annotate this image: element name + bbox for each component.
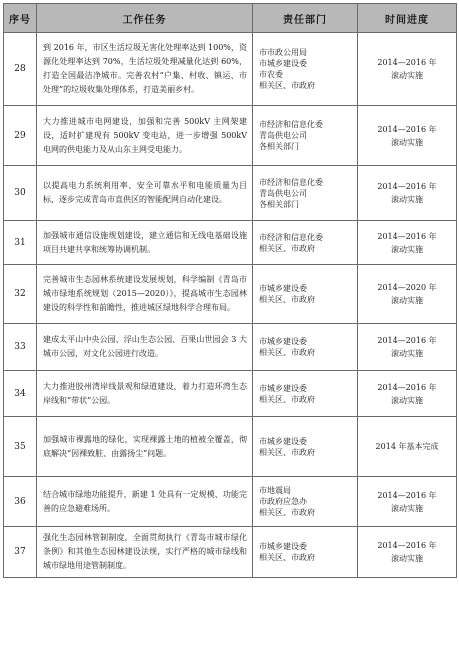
row-departments: [253, 166, 358, 221]
schedule-text: 2014—2020 年: [377, 283, 437, 292]
table-row: [4, 527, 457, 578]
schedule-text: 2014—2016 年: [377, 58, 437, 67]
row-departments: [253, 221, 358, 265]
row-index: 36: [4, 477, 37, 527]
department-name: 相关区、市政府: [259, 243, 315, 253]
row-index: 32: [4, 265, 37, 324]
table-row: [4, 166, 457, 221]
row-task: 以提高电力系统利用率、安全可靠水平和电能质量为目标，逐步完成青岛市直供区的智能配网自动化建设。: [37, 166, 253, 221]
schedule-text: 滚动实施: [391, 195, 423, 204]
department-name: 相关区、市政府: [259, 447, 315, 457]
department-name: 相关区、市政府: [259, 295, 315, 304]
row-schedule: [358, 166, 457, 221]
row-departments: [253, 265, 358, 324]
department-name: 相关区、市政府: [259, 553, 315, 562]
row-task: 大力推进城市电网建设，加强和完善 500kV 主网架建设，适时扩建现有 500kV 变电站，进一步增强 500kV 电网的供电能力及从山东主网受电能力。: [37, 106, 253, 166]
department-name: 市经济和信息化委: [259, 120, 323, 129]
row-index: 34: [4, 371, 37, 417]
row-index: 33: [4, 324, 37, 371]
row-index: 31: [4, 221, 37, 265]
row-departments: [253, 477, 358, 527]
schedule-text: 2014—2016 年: [377, 541, 437, 550]
row-task: 完善城市生态园林系统建设发展规划，科学编制《青岛市城市绿地系统规划（2015—2020）》，提高城市生态园林建设的科学性和前瞻性，推进城区绿地科学合理布局。: [37, 265, 253, 324]
schedule-text: 2014—2016 年: [377, 182, 437, 191]
header-schedule: 时间进度: [358, 4, 457, 33]
row-task: 到 2016 年，市区生活垃圾无害化处理率达到 100%，资源化处理率达到 70%，生活垃圾处理减量化达到 60%，打造全国最洁净城市。完善农村“户集、村收、镇运、市处理”的垃圾收集处理体系，打造美丽乡村。: [37, 33, 253, 106]
department-name: 青岛供电公司: [259, 188, 307, 198]
schedule-text: 2014 年基本完成: [375, 442, 439, 451]
table-header: [4, 4, 457, 33]
table-row: [4, 33, 457, 106]
department-name: 各相关部门: [259, 199, 299, 209]
row-schedule: [358, 527, 457, 578]
row-task: 加强城市通信设施规划建设，建立通信和无线电基础设施项目共建共享和统筹协调机制。: [37, 221, 253, 265]
department-name: 市地震局: [259, 486, 291, 495]
row-departments: [253, 106, 358, 166]
department-name: 市城乡建设委: [259, 542, 307, 551]
header-row: [4, 4, 457, 33]
table-body: [4, 33, 457, 578]
row-task: 加强城市裸露地的绿化，实现裸露土地的植被全覆盖，彻底解决“因裸致脏、由露扬尘”问题。: [37, 417, 253, 477]
row-schedule: [358, 477, 457, 527]
header-task: 工作任务: [37, 4, 253, 33]
row-index: 30: [4, 166, 37, 221]
department-name: 市经济和信息化委: [259, 232, 323, 242]
table-row: [4, 477, 457, 527]
row-schedule: [358, 221, 457, 265]
row-task: 大力推进胶州湾岸线景观和绿道建设，着力打造环湾生态岸线和“带状”公园。: [37, 371, 253, 417]
department-name: 市城乡建设委: [259, 284, 307, 293]
department-name: 市城乡建设委: [259, 383, 307, 393]
table-row: [4, 324, 457, 371]
department-name: 市农委: [259, 70, 283, 79]
department-name: 相关区、市政府: [259, 81, 315, 90]
header-index: 序号: [4, 4, 37, 33]
row-departments: [253, 417, 358, 477]
department-name: 市经济和信息化委: [259, 177, 323, 187]
row-schedule: [358, 33, 457, 106]
department-name: 市城乡建设委: [259, 337, 307, 346]
table-row: [4, 371, 457, 417]
table-row: [4, 265, 457, 324]
department-name: 青岛供电公司: [259, 131, 307, 140]
row-index: 29: [4, 106, 37, 166]
row-departments: [253, 527, 358, 578]
schedule-text: 滚动实施: [391, 554, 423, 563]
row-index: 37: [4, 527, 37, 578]
row-schedule: [358, 324, 457, 371]
row-task: 建成太平山中央公园、浮山生态公园、百果山世园会 3 大城市公园，对文化公园进行改造。: [37, 324, 253, 371]
row-task: 结合城市绿地功能提升，新建 1 处具有一定规模、功能完善的应急避难场所。: [37, 477, 253, 527]
schedule-text: 滚动实施: [391, 503, 423, 513]
department-name: 市城乡建设委: [259, 436, 307, 446]
row-departments: [253, 371, 358, 417]
row-departments: [253, 324, 358, 371]
row-departments: [253, 33, 358, 106]
table-row: [4, 106, 457, 166]
schedule-text: 2014—2016 年: [377, 231, 437, 241]
table-row: [4, 417, 457, 477]
row-schedule: [358, 106, 457, 166]
schedule-text: 2014—2016 年: [377, 490, 437, 500]
schedule-text: 滚动实施: [391, 137, 423, 147]
department-name: 市市政公用局: [259, 48, 307, 57]
schedule-text: 2014—2016 年: [377, 382, 437, 392]
department-name: 市城乡建设委: [259, 59, 307, 68]
work-task-table: [3, 3, 457, 578]
department-name: 相关区、市政府: [259, 348, 315, 357]
schedule-text: 2014—2016 年: [377, 124, 437, 134]
department-name: 相关区、市政府: [259, 394, 315, 404]
row-schedule: [358, 417, 457, 477]
row-schedule: [358, 265, 457, 324]
department-name: 各相关部门: [259, 142, 299, 151]
department-name: 相关区、市政府: [259, 508, 315, 517]
row-schedule: [358, 371, 457, 417]
row-index: 28: [4, 33, 37, 106]
row-index: 35: [4, 417, 37, 477]
schedule-text: 滚动实施: [391, 296, 423, 305]
header-department: 责任部门: [253, 4, 358, 33]
table-row: [4, 221, 457, 265]
schedule-text: 2014—2016 年: [377, 336, 437, 345]
schedule-text: 滚动实施: [391, 395, 423, 405]
schedule-text: 滚动实施: [391, 349, 423, 358]
row-task: 强化生态园林管制制度，全面贯彻执行《青岛市城市绿化条例》和其他生态园林建设法规，实行严格的城市绿线和城市绿地用途管制制度。: [37, 527, 253, 578]
schedule-text: 滚动实施: [391, 71, 423, 80]
schedule-text: 滚动实施: [391, 244, 423, 254]
department-name: 市政府应急办: [259, 497, 307, 506]
